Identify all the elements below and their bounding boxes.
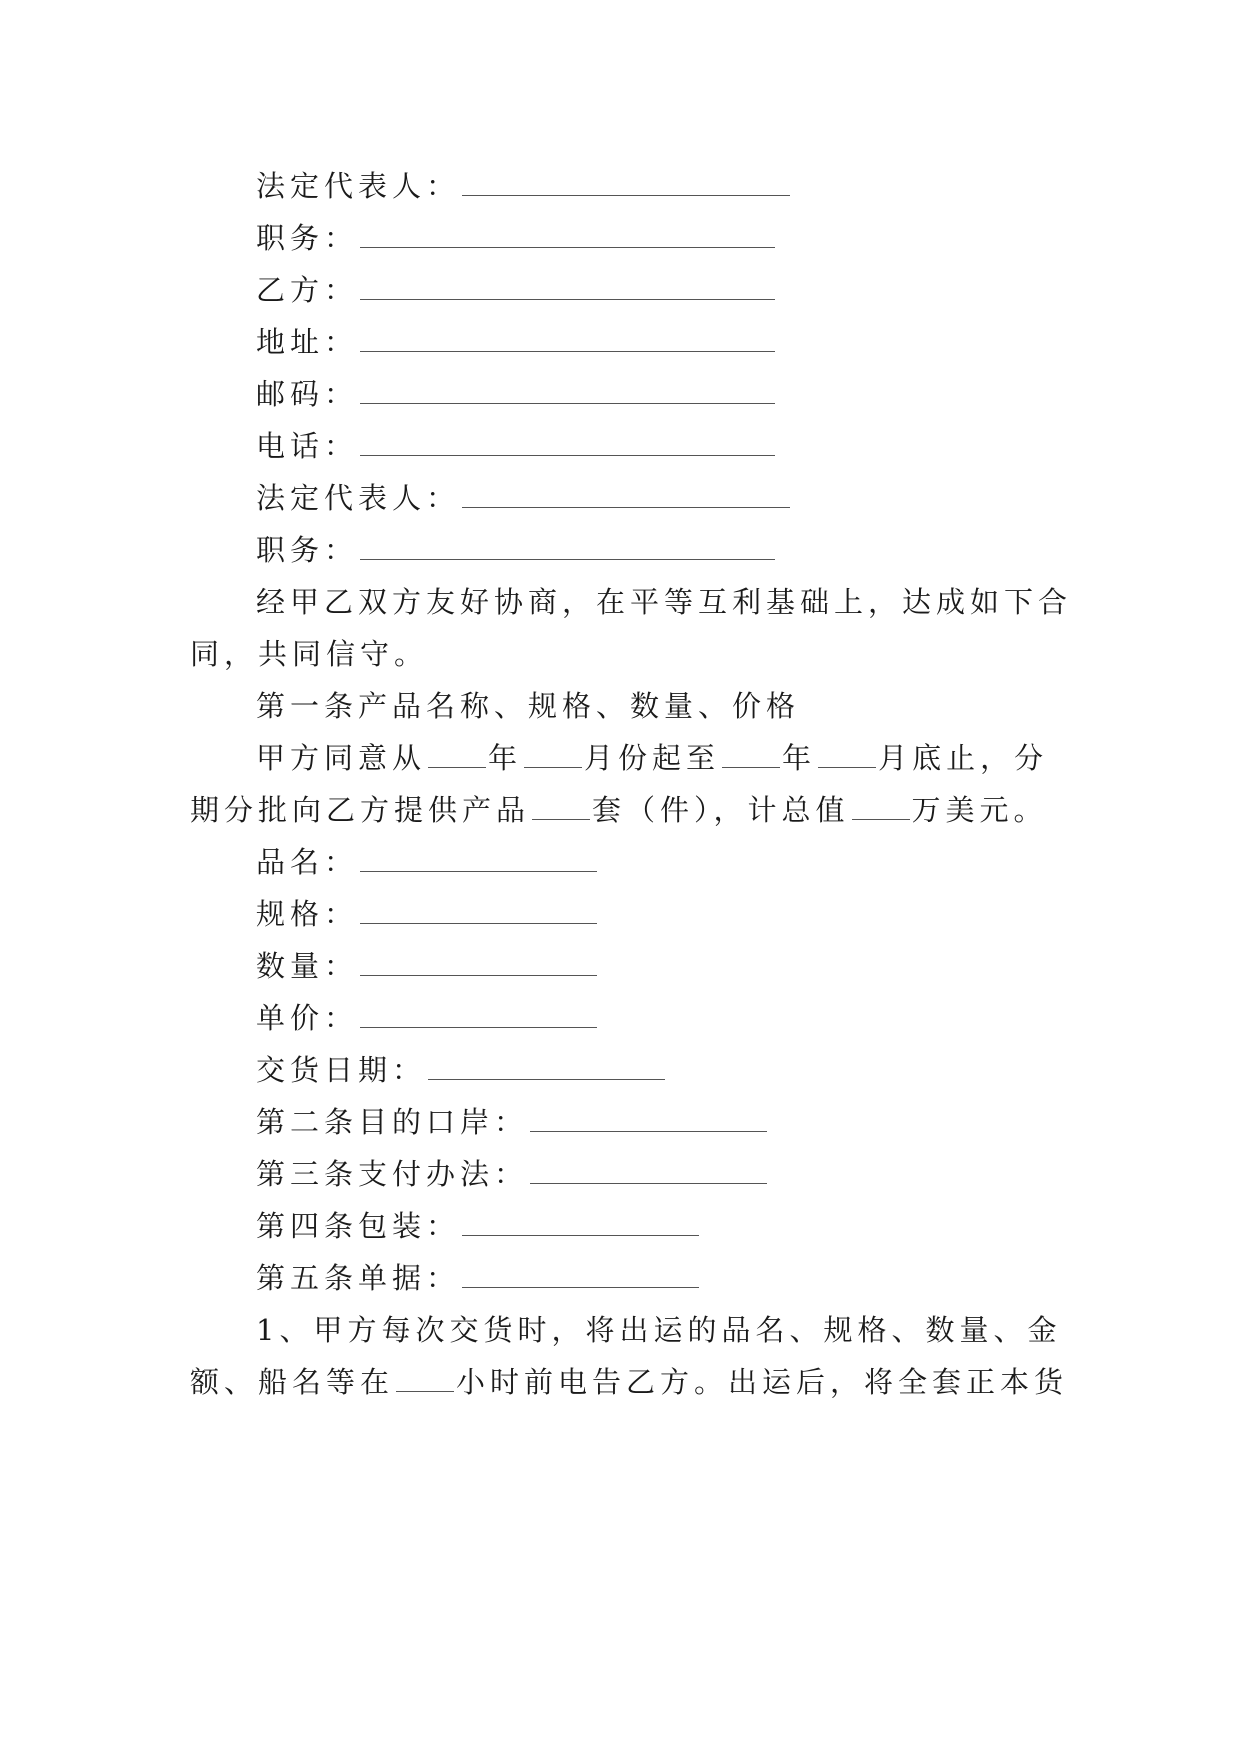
product-name-blank[interactable] — [360, 851, 597, 872]
quantity-blank[interactable] — [360, 955, 597, 976]
article-1-text: 年 — [782, 741, 817, 775]
article-1-heading: 第一条产品名称、规格、数量、价格 — [256, 689, 801, 723]
clause-1-line-1: 1、甲方每次交货时，将出运的品名、规格、数量、金 — [256, 1313, 1062, 1347]
end-month-blank[interactable] — [818, 747, 876, 768]
clause-1-text: 额、船名等在 — [190, 1365, 395, 1399]
delivery-date-blank[interactable] — [428, 1059, 665, 1080]
article-4-label: 第四条包装： — [256, 1209, 461, 1243]
unit-price-label: 单价： — [256, 1001, 359, 1035]
article-3-label: 第三条支付办法： — [256, 1157, 529, 1191]
party-a-position-line — [190, 209, 1116, 267]
party-a-position-label: 职务： — [256, 221, 359, 255]
notice-hours-blank[interactable] — [396, 1371, 454, 1392]
packaging-blank[interactable] — [462, 1215, 699, 1236]
party-b-postcode-line — [190, 365, 1116, 423]
payment-method-blank[interactable] — [530, 1163, 767, 1184]
party-b-postcode-blank[interactable] — [360, 383, 775, 404]
product-name-label: 品名： — [256, 845, 359, 879]
article-1-paragraph-line-2 — [190, 781, 1050, 839]
delivery-date-label: 交货日期： — [256, 1053, 427, 1087]
party-b-position-blank[interactable] — [360, 539, 775, 560]
party-b-phone-line — [190, 417, 1116, 475]
party-b-address-blank[interactable] — [360, 331, 775, 352]
article-1-text: 月底止，分 — [878, 741, 1049, 775]
product-count-blank[interactable] — [532, 799, 590, 820]
party-b-label: 乙方： — [256, 273, 359, 307]
party-a-legal-rep-blank[interactable] — [462, 175, 790, 196]
delivery-date-line — [190, 1041, 1116, 1099]
article-1-text: 年 — [488, 741, 523, 775]
party-b-phone-blank[interactable] — [360, 435, 775, 456]
party-b-address-line — [190, 313, 1116, 371]
article-2-label: 第二条目的口岸： — [256, 1105, 529, 1139]
party-b-line — [190, 261, 1116, 319]
party-a-position-blank[interactable] — [360, 227, 775, 248]
article-5-line — [190, 1249, 1116, 1307]
start-month-blank[interactable] — [524, 747, 582, 768]
spec-line — [190, 885, 1116, 943]
party-b-phone-label: 电话： — [256, 429, 359, 463]
party-b-legal-rep-label: 法定代表人： — [256, 481, 461, 515]
product-name-line — [190, 833, 1116, 891]
end-year-blank[interactable] — [722, 747, 780, 768]
article-2-line — [190, 1093, 1116, 1151]
article-3-line — [190, 1145, 1116, 1203]
article-1-text: 甲方同意从 — [256, 741, 427, 775]
party-a-legal-rep-label: 法定代表人： — [256, 169, 461, 203]
article-5-label: 第五条单据： — [256, 1261, 461, 1295]
total-value-blank[interactable] — [852, 799, 910, 820]
preamble-line-2: 同，共同信守。 — [190, 637, 429, 671]
article-1-text: 万美元。 — [911, 793, 1048, 827]
party-b-blank[interactable] — [360, 279, 775, 300]
clause-1-text: 小时前电告乙方。出运后，将全套正本货 — [456, 1365, 1069, 1399]
article-1-text: 月份起至 — [584, 741, 721, 775]
party-b-position-line — [190, 521, 1116, 579]
unit-price-line — [190, 989, 1116, 1047]
spec-label: 规格： — [256, 897, 359, 931]
party-b-address-label: 地址： — [256, 325, 359, 359]
quantity-label: 数量： — [256, 949, 359, 983]
spec-blank[interactable] — [360, 903, 597, 924]
preamble-line-1: 经甲乙双方友好协商，在平等互利基础上，达成如下合 — [256, 585, 1073, 619]
start-year-blank[interactable] — [428, 747, 486, 768]
documents-blank[interactable] — [462, 1267, 699, 1288]
party-b-legal-rep-blank[interactable] — [462, 487, 790, 508]
destination-port-blank[interactable] — [530, 1111, 767, 1132]
party-b-position-label: 职务： — [256, 533, 359, 567]
party-b-legal-rep-line — [190, 469, 1116, 527]
party-a-legal-rep-line — [190, 157, 1116, 215]
clause-1-line-2 — [190, 1353, 1069, 1411]
quantity-line — [190, 937, 1116, 995]
article-1-text: 期分批向乙方提供产品 — [190, 793, 531, 827]
article-1-text: 套（件），计总值 — [592, 793, 850, 827]
unit-price-blank[interactable] — [360, 1007, 597, 1028]
article-4-line — [190, 1197, 1116, 1255]
party-b-postcode-label: 邮码： — [256, 377, 359, 411]
article-1-paragraph-line-1 — [190, 729, 1116, 787]
